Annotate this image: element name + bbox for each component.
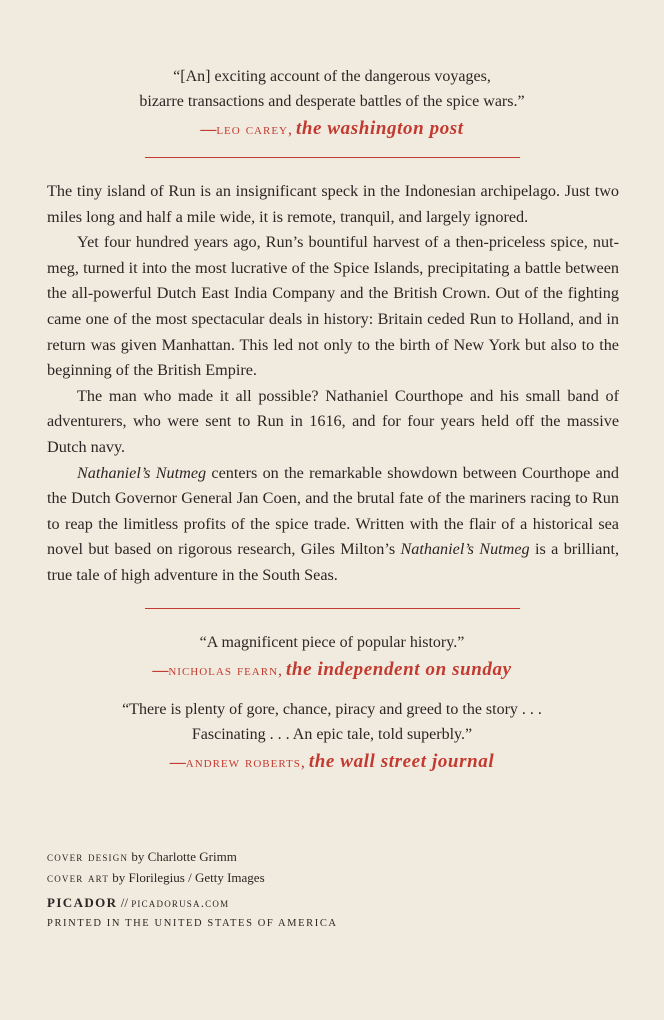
description-paragraph: The man who made it all possible? Nathaniel Courthope and his small band of adventurers, who were sent to Run in 1616, and for four years held off the massive Dutch navy. bbox=[47, 386, 619, 456]
publication-name: the independent on sunday bbox=[286, 659, 512, 680]
cover-credits bbox=[47, 846, 447, 934]
quote-attribution bbox=[40, 115, 624, 144]
quote-line: “A magnificent piece of popular history.” bbox=[199, 634, 465, 651]
description-paragraph: The tiny island of Run is an insignificant speck in the Indonesian archipelago. Just two miles long and half a mile wide, it is remote, tranquil, and largely ignored. bbox=[47, 182, 619, 226]
attribution-dash: — bbox=[152, 662, 169, 679]
divider-rule bbox=[145, 157, 520, 158]
review-quote bbox=[40, 630, 624, 685]
review-quote bbox=[40, 697, 624, 777]
credit-value: by Florilegius / Getty Images bbox=[109, 870, 265, 885]
reviewer-name: andrew roberts, bbox=[185, 754, 306, 771]
description-paragraph bbox=[47, 461, 619, 589]
quote-line: “[An] exciting account of the dangerous voyages, bbox=[173, 68, 491, 85]
credit-label: cover art bbox=[47, 870, 110, 885]
top-review-quote bbox=[40, 64, 624, 144]
book-title: Nathaniel’s Nutmeg bbox=[400, 540, 530, 559]
reviewer-name: nicholas fearn, bbox=[168, 662, 284, 679]
publisher-website: picadorusa.com bbox=[131, 895, 230, 910]
publication-name: the wall street journal bbox=[308, 751, 495, 772]
reviewer-name: leo carey, bbox=[216, 121, 293, 138]
publisher-name: PICADOR bbox=[47, 895, 118, 910]
publication-name: the washington post bbox=[295, 118, 464, 139]
credit-label: cover design bbox=[47, 849, 129, 864]
quote-attribution bbox=[40, 656, 624, 685]
credit-value: by Charlotte Grimm bbox=[128, 849, 237, 864]
paragraph-text: centers on the remarkable showdown between Courthope and the Dutch Governor General Jan Coen, and the brutal fate of the mariners racing to Run to reap the limitless profits of the spice trade. Written with the flair of a historical sea novel but based on rigorous research, Giles Milton’s bbox=[47, 463, 619, 559]
paragraph-text: is a brilliant, true tale of high adventure in the South Seas. bbox=[47, 540, 619, 584]
book-description bbox=[47, 179, 619, 589]
separator: // bbox=[117, 895, 132, 910]
quote-line: bizarre transactions and desperate battles of the spice wars.” bbox=[139, 93, 525, 110]
description-paragraph: Yet four hundred years ago, Run’s bountiful harvest of a then-priceless spice, nutmeg, turned it into the most lucrative of the Spice Islands, precipitating a battle between the all-powerful Dutch East India Company and the British Crown. Out of the fighting came one of the most spectacular deals in history: Britain ceded Run to Holland, and in return was given Manhattan. This led not only to the birth of New York but also to the beginning of the British Empire. bbox=[47, 233, 619, 380]
publisher-line bbox=[47, 892, 447, 913]
attribution-dash: — bbox=[200, 121, 217, 138]
quote-attribution bbox=[40, 748, 624, 777]
printed-in-line: PRINTED IN THE UNITED STATES OF AMERICA bbox=[47, 918, 338, 929]
book-title: Nathaniel’s Nutmeg bbox=[77, 463, 207, 482]
quote-line: “There is plenty of gore, chance, piracy and greed to the story . . . bbox=[122, 701, 542, 718]
divider-rule bbox=[145, 608, 520, 609]
quote-line: Fascinating . . . An epic tale, told superbly.” bbox=[191, 726, 473, 743]
attribution-dash: — bbox=[169, 754, 186, 771]
cover-art-credit bbox=[47, 867, 447, 888]
cover-design-credit bbox=[47, 846, 447, 867]
